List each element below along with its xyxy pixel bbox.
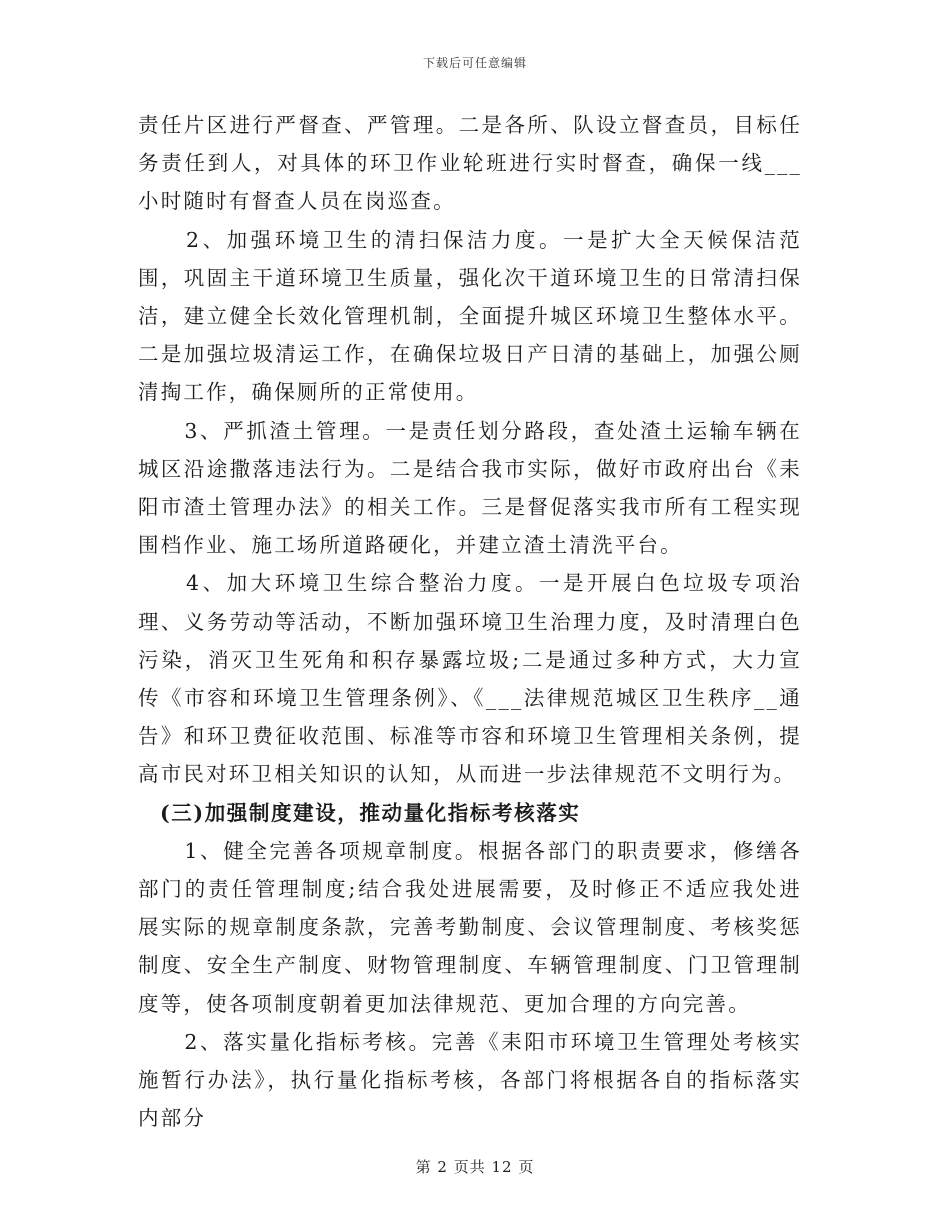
page-footer: 第 2 页共 12 页	[415, 1158, 535, 1176]
paragraph-1: 责任片区进行严督查、严管理。二是各所、队设立督查员，目标任务责任到人，对具体的环卫作业轮班进行实时督查，确保一线___小时随时有督查人员在岗巡查。	[138, 113, 802, 214]
paragraph-3: 3、严抓渣土管理。一是责任划分路段，查处渣土运输车辆在城区沿途撒落违法行为。二是结合我市实际，做好市政府出台《耒阳市渣土管理办法》的相关工作。三是督促落实我市所有工程实现围档作业、施工场所道路硬化，并建立渣土清洗平台。	[138, 418, 802, 558]
document-body	[138, 106, 802, 1137]
page-header: 下载后可任意编辑	[422, 56, 527, 70]
section-heading: (三)加强制度建设，推动量化指标考核落实	[160, 800, 581, 825]
paragraph-2: 2、加强环境卫生的清扫保洁力度。一是扩大全天候保洁范围，巩固主干道环境卫生质量，强化次干道环境卫生的日常清扫保洁，建立健全长效化管理机制，全面提升城区环境卫生整体水平。二是加强垃圾清运工作，在确保垃圾日产日清的基础上，加强公厕清掏工作，确保厕所的正常使用。	[138, 227, 802, 405]
paragraph-5: 1、健全完善各项规章制度。根据各部门的职责要求，修缮各部门的责任管理制度;结合我处进展需要，及时修正不适应我处进展实际的规章制度条款，完善考勤制度、会议管理制度、考核奖惩制度、安全生产制度、财物管理制度、车辆管理制度、门卫管理制度等，使各项制度朝着更加法律规范、更加合理的方向完善。	[138, 838, 802, 1016]
paragraph-6: 2、落实量化指标考核。完善《耒阳市环境卫生管理处考核实施暂行办法》，执行量化指标考核，各部门将根据各自的指标落实内部分	[138, 1029, 802, 1131]
paragraph-4: 4、加大环境卫生综合整治力度。一是开展白色垃圾专项治理、义务劳动等活动，不断加强环境卫生治理力度，及时清理白色污染，消灭卫生死角和积存暴露垃圾;二是通过多种方式，大力宣传《市容和环境卫生管理条例》、《___法律规范城区卫生秩序__通告》和环卫费征收范围、标准等市容和环境卫生管理相关条例，提高市民对环卫相关知识的认知，从而进一步法律规范不文明行为。	[138, 571, 802, 787]
